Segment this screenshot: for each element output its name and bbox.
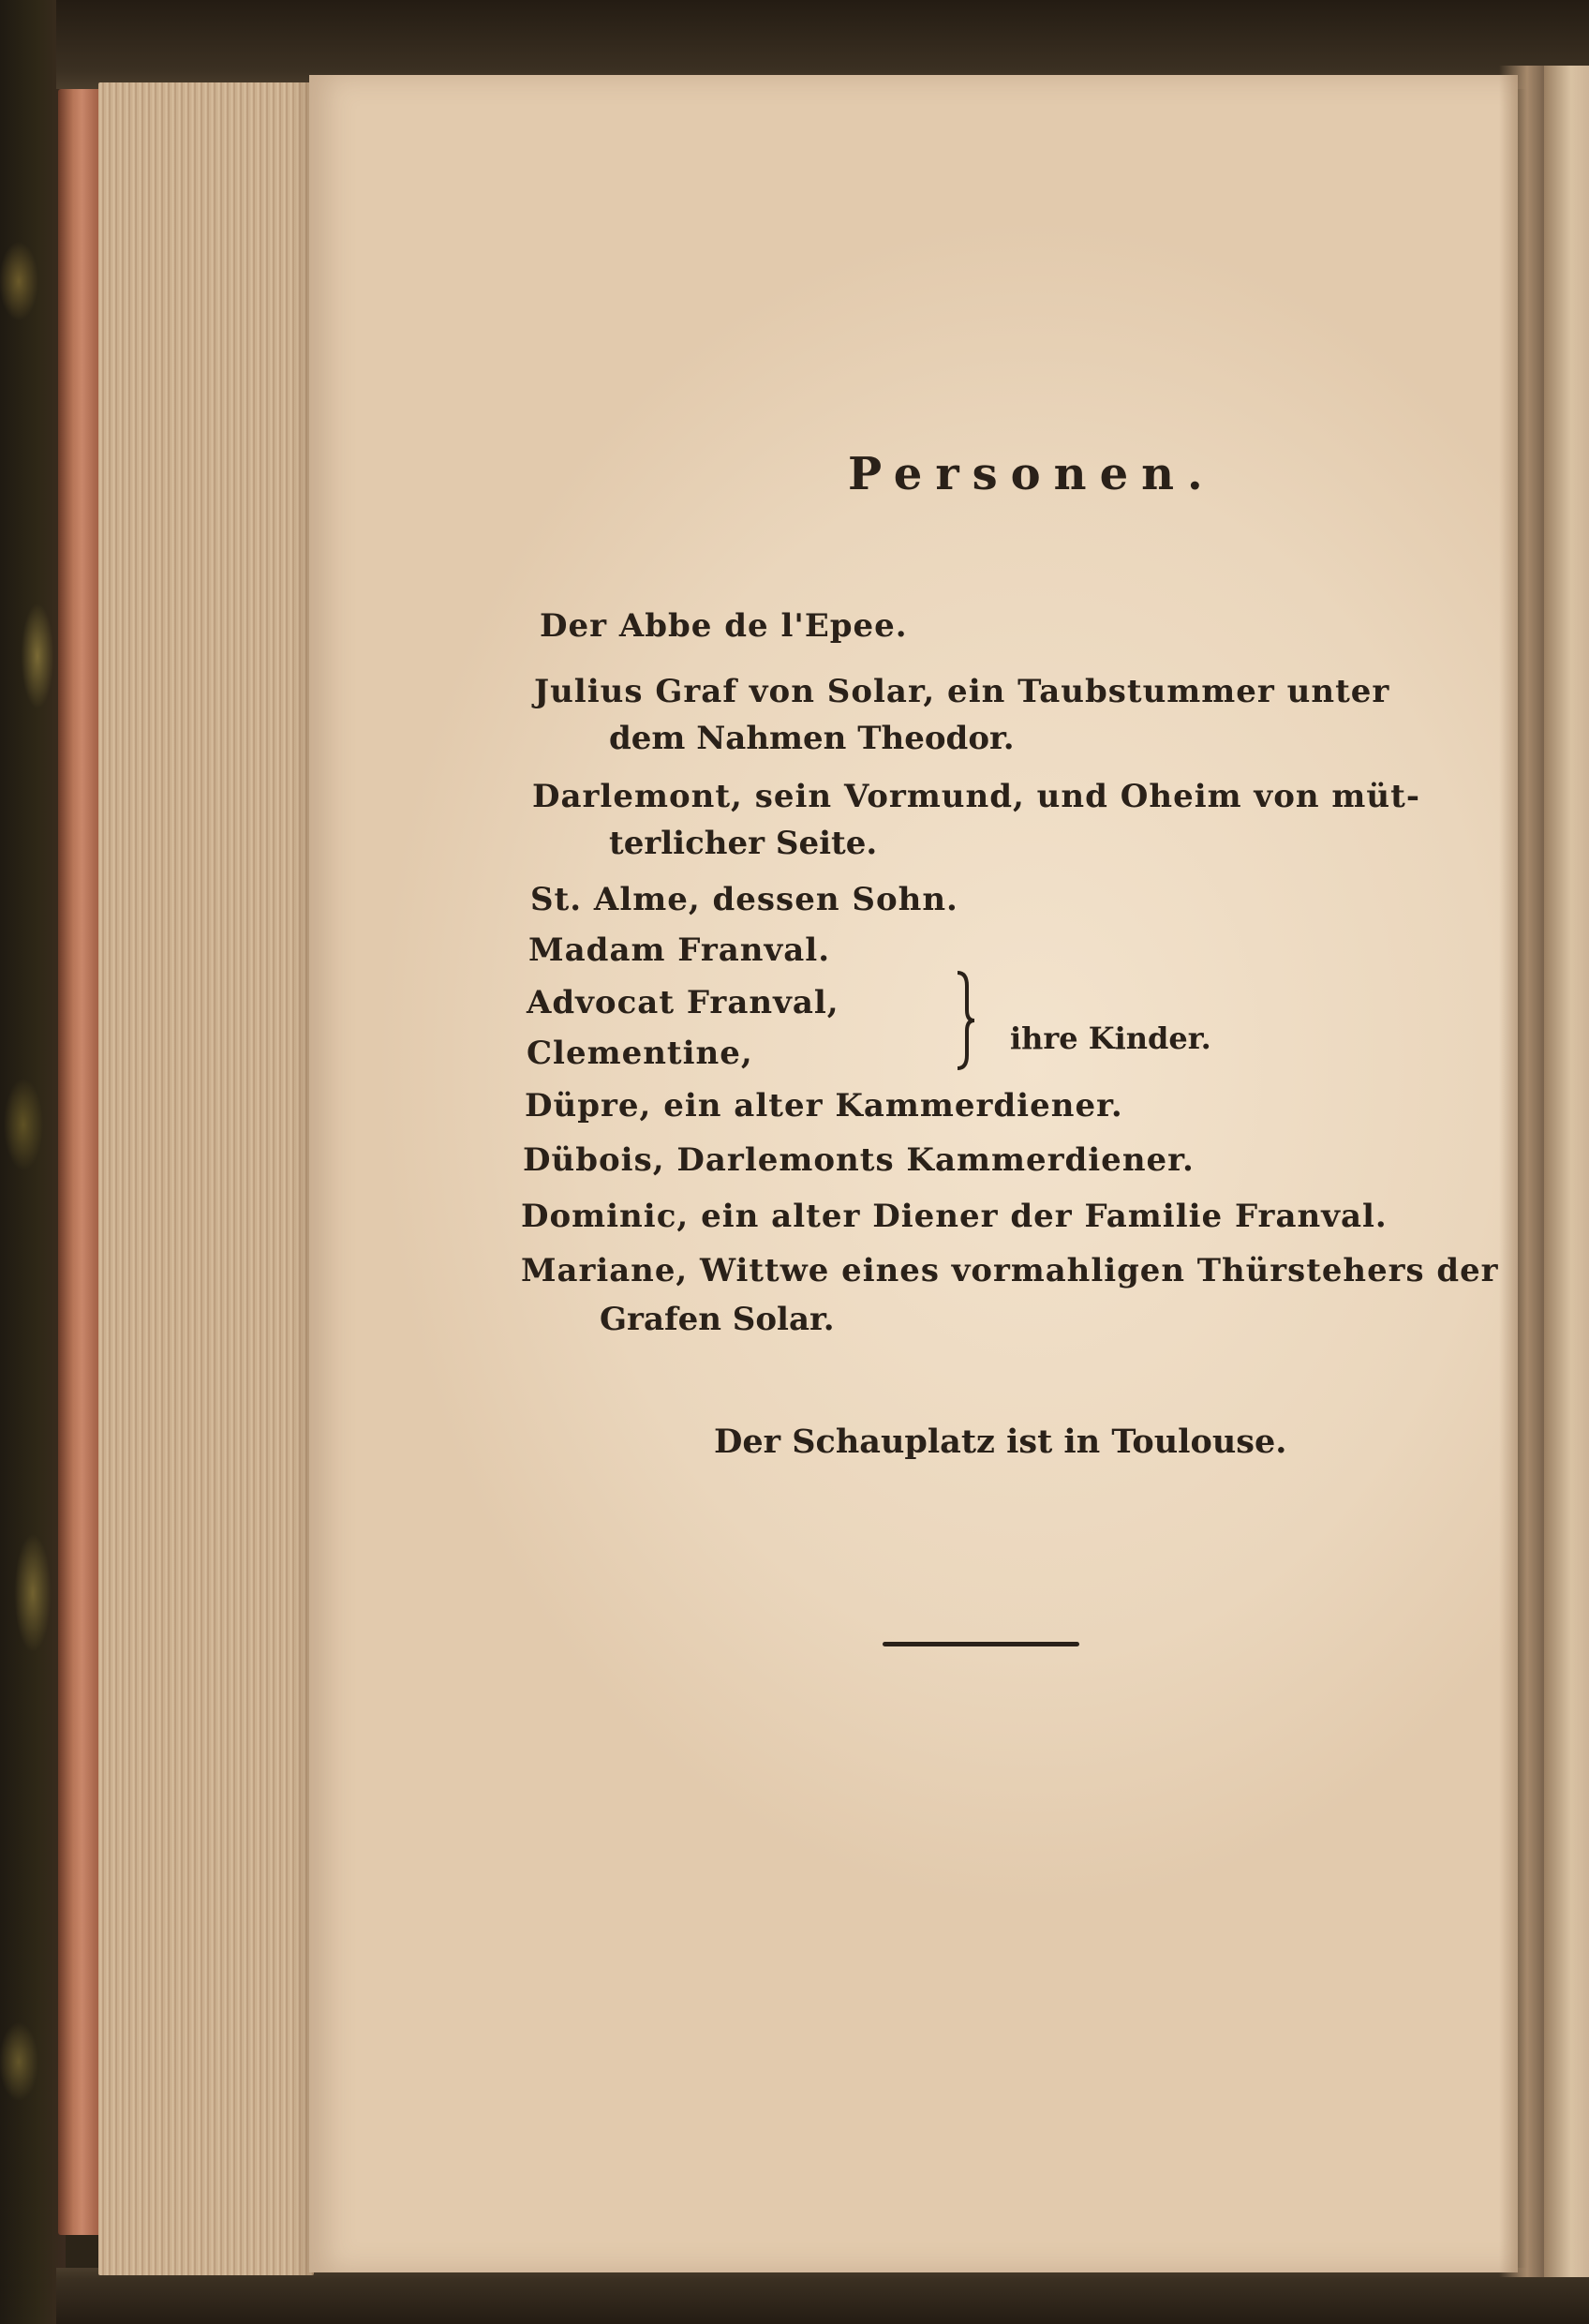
page-title: Personen. [848, 448, 1216, 500]
cast-line: Dominic, ein alter Diener der Familie Franval. [521, 1198, 1388, 1235]
section-rule [883, 1642, 1079, 1646]
cast-line: St. Alme, dessen Sohn. [530, 881, 958, 918]
leather-spine-edge [58, 89, 101, 2235]
cast-line-continued: Grafen Solar. [600, 1301, 835, 1338]
cast-line: Julius Graf von Solar, ein Taubstummer unter [534, 673, 1390, 710]
cover-bottom-edge [56, 2268, 1589, 2324]
marbled-cover [0, 0, 66, 2324]
cast-line: Clementine, [527, 1035, 753, 1072]
cast-line-continued: dem Nahmen Theodor. [609, 720, 1015, 757]
cast-line-continued: terlicher Seite. [609, 825, 878, 862]
page-stack-edges [98, 82, 314, 2275]
children-label: ihre Kinder. [1010, 1020, 1211, 1056]
cast-line: Madam Franval. [528, 931, 831, 969]
scene-location: Der Schauplatz ist in Toulouse. [714, 1423, 1287, 1461]
cast-line: Advocat Franval, [527, 984, 839, 1021]
cast-line: Der Abbe de l'Epee. [540, 607, 908, 645]
cast-line: Düpre, ein alter Kammerdiener. [525, 1087, 1123, 1125]
cast-line: Dübois, Darlemonts Kammerdiener. [523, 1141, 1195, 1179]
brace-symbol [954, 969, 976, 1072]
cast-line: Mariane, Wittwe eines vormahligen Thürstehers der [521, 1252, 1499, 1289]
cast-line: Darlemont, sein Vormund, und Oheim von müt- [532, 778, 1420, 815]
facing-page-edge [1544, 66, 1589, 2277]
